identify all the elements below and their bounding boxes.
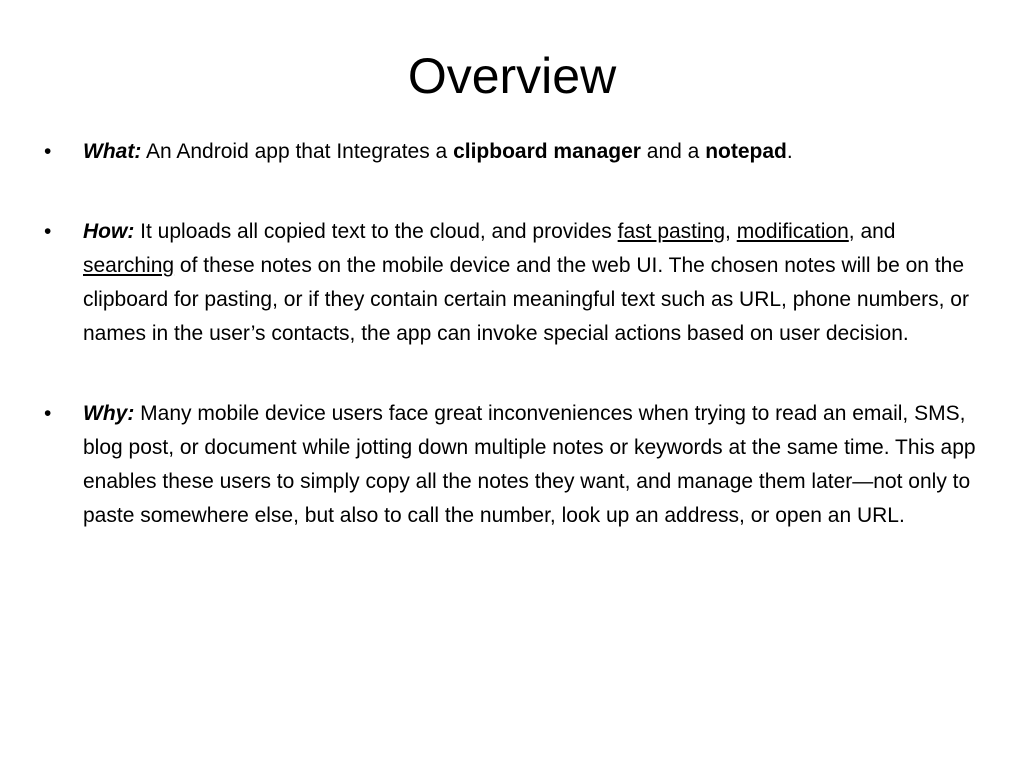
what-text-1: An Android app that Integrates a [141, 140, 454, 163]
what-bold-clipboard-manager: clipboard manager [453, 140, 641, 163]
how-text-1: It uploads all copied text to the cloud, and provides [134, 220, 618, 243]
why-text-1: Many mobile device users face great inconveniences when trying to read an email, SMS, blog post, or document while jotting down multiple notes or keywords at the same time. This app enables these users to simply copy all the notes they want, and manage them later—not only to paste somewhere else, but also to call the number, look up an address, or open an URL. [83, 402, 976, 527]
bullet-what [44, 135, 984, 169]
how-underlined-fast-pasting: fast pasting [617, 220, 726, 243]
what-bold-notepad: notepad [705, 140, 787, 163]
bullet-dot: • [44, 140, 52, 163]
what-text-2: and a [640, 140, 706, 163]
bullet-how [44, 215, 984, 351]
what-text-3: . [786, 140, 793, 163]
bullet-dot: • [44, 220, 52, 243]
how-label: How: [83, 220, 135, 243]
how-text-3: , and [848, 220, 896, 243]
how-underlined-searching: searching [83, 254, 175, 277]
how-underlined-modification: modification [736, 220, 849, 243]
why-label: Why: [83, 402, 135, 425]
bullet-list [44, 135, 984, 579]
how-text-4: of these notes on the mobile device and the web UI. The chosen notes will be on the clipboard for pasting, or if they contain certain meaningful text such as URL, phone numbers, or names in the user’s contacts, the app can invoke special actions based on user decision. [83, 254, 969, 345]
what-label: What: [83, 140, 142, 163]
bullet-dot: • [44, 402, 52, 425]
bullet-why [44, 397, 984, 533]
slide-title: Overview [407, 48, 617, 104]
how-text-2: , [725, 220, 737, 243]
